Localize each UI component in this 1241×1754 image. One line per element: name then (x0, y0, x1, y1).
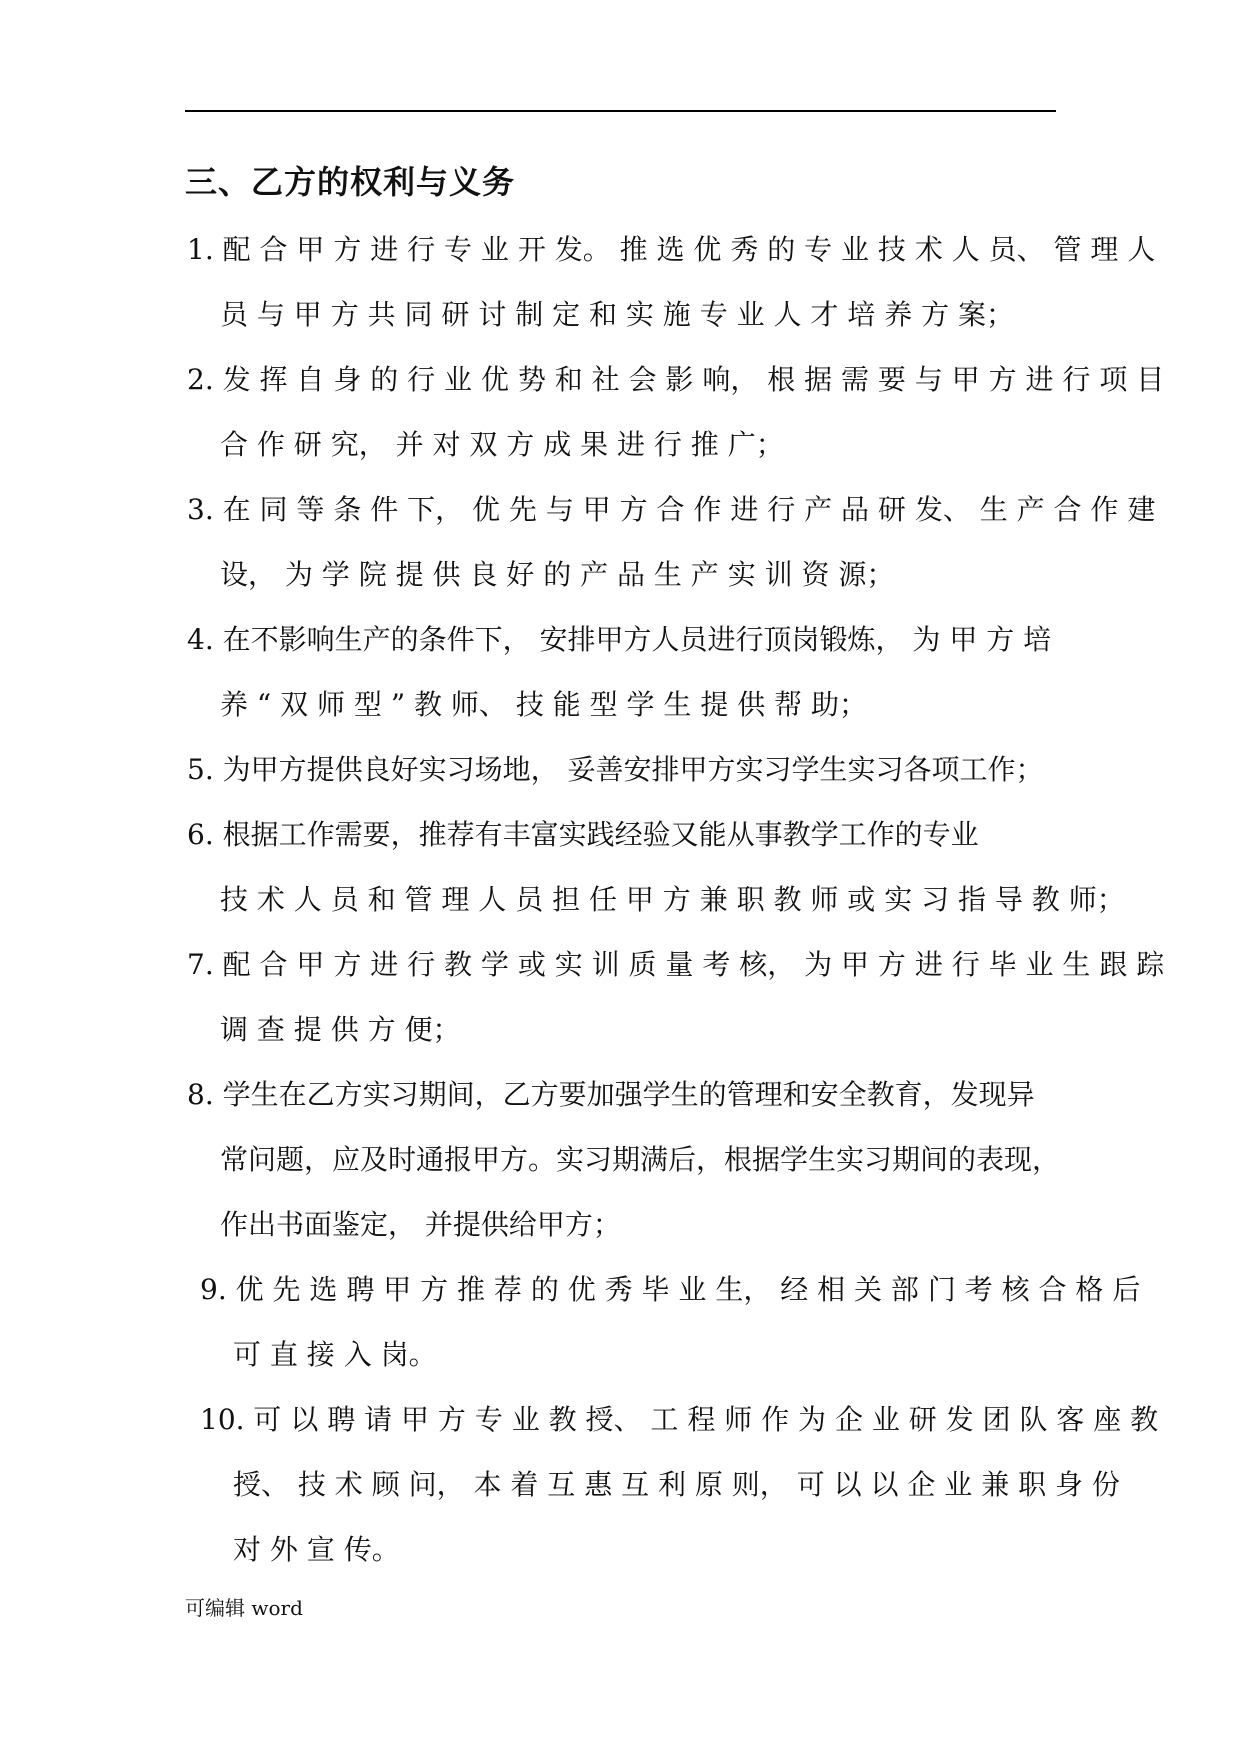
list-item-1-line-2: 员 与 甲 方 共 同 研 讨 制 定 和 实 施 专 业 人 才 培 养 方 案； (220, 298, 1015, 331)
list-item-4-line-1: 4. 在不影响生产的条件下， 安排甲方人员进行顶岗锻炼， 为 甲 方 培 (187, 623, 1052, 656)
list-item-8-line-2: 常问题，应及时通报甲方。实习期满后，根据学生实习期间的表现， (220, 1143, 1061, 1176)
list-item-7-line-2: 调 查 提 供 方 便； (220, 1013, 461, 1046)
list-item-9-line-2: 可 直 接 入 岗。 (233, 1338, 437, 1371)
footer-note: 可编辑 word (185, 1596, 303, 1620)
list-item-3-line-1: 3. 在 同 等 条 件 下， 优 先 与 甲 方 合 作 进 行 产 品 研 发、 生 产 合 作 建 (187, 493, 1156, 526)
list-item-7-line-1: 7. 配 合 甲 方 进 行 教 学 或 实 训 质 量 考 核， 为 甲 方 进 行 毕 业 生 跟 踪 (187, 948, 1165, 981)
list-item-2-line-1: 2. 发 挥 自 身 的 行 业 优 势 和 社 会 影 响， 根 据 需 要 与 甲 方 进 行 项 目 (187, 363, 1165, 396)
list-item-2-line-2: 合 作 研 究， 并 对 双 方 成 果 进 行 推 广； (220, 428, 784, 461)
list-item-10-line-1: 10. 可 以 聘 请 甲 方 专 业 教 授、 工 程 师 作 为 企 业 研 发 团 队 客 座 教 (200, 1403, 1159, 1436)
list-item-5-line-1: 5. 为甲方提供良好实习场地， 妥善安排甲方实习学生实习各项工作； (187, 753, 1044, 786)
list-item-8-line-1: 8. 学生在乙方实习期间，乙方要加强学生的管理和安全教育，发现异 (187, 1078, 1035, 1111)
list-item-8-line-3: 作出书面鉴定， 并提供给甲方； (220, 1208, 621, 1241)
list-item-6-line-1: 6. 根据工作需要，推荐有丰富实践经验又能从事教学工作的专业 (187, 818, 979, 851)
section-heading: 三、乙方的权利与义务 (185, 163, 516, 201)
list-item-10-line-2: 授、 技 术 顾 问， 本 着 互 惠 互 利 原 则， 可 以 以 企 业 兼 职 身 份 (233, 1468, 1120, 1501)
list-item-6-line-2: 技 术 人 员 和 管 理 人 员 担 任 甲 方 兼 职 教 师 或 实 习 指 导 教 师； (220, 883, 1125, 916)
header-rule (185, 110, 1056, 112)
list-item-9-line-1: 9. 优 先 选 聘 甲 方 推 荐 的 优 秀 毕 业 生， 经 相 关 部 门 考 核 合 格 后 (200, 1273, 1141, 1306)
list-item-10-line-3: 对 外 宣 传。 (233, 1533, 400, 1566)
list-item-3-line-2: 设， 为 学 院 提 供 良 好 的 产 品 生 产 实 训 资 源； (220, 558, 895, 591)
list-item-4-line-2: 养 “ 双 师 型 ” 教 师、 技 能 型 学 生 提 供 帮 助； (220, 688, 868, 721)
list-item-1-line-1: 1. 配 合 甲 方 进 行 专 业 开 发。 推 选 优 秀 的 专 业 技 术 人 员、 管 理 人 (187, 233, 1156, 266)
